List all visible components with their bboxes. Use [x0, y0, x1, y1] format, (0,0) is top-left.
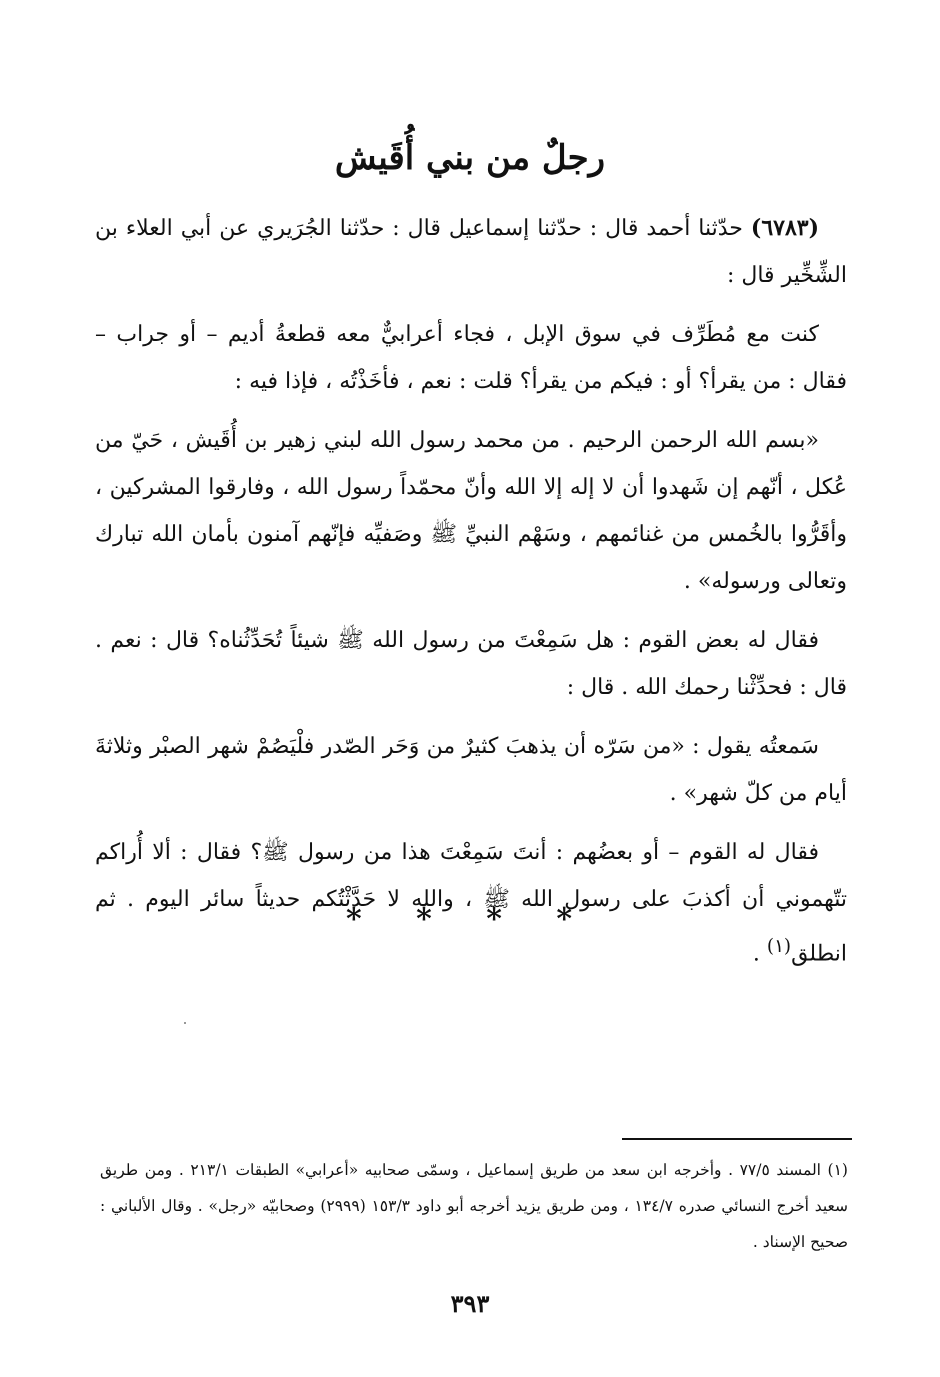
footnote-divider	[622, 1138, 852, 1140]
isnad-text: حدّثنا أحمد قال : حدّثنا إسماعيل قال : حدّثنا الجُرَيري عن أبي العلاء بن الشِّخِّير قال :	[95, 216, 847, 288]
section-separator: * * * *	[345, 902, 595, 937]
final-paragraph-text: فقال له القوم – أو بعضُهم : أنتَ سَمِعْتَ هذا من رسول ﷺ؟ فقال : ألا أُراكم تتّهموني أن أكذبَ على رسول الله ﷺ ، والله لا حَدَّثْتُكم حديثاً سائر اليوم . ثم انطلق	[95, 840, 847, 967]
quote-paragraph: سَمعتُه يقول : «من سَرّه أن يذهبَ كثيرٌ من وَحَر الصّدر فلْيَصُمْ شهر الصبْر وثلاثةَ أيام من كلّ شهر» .	[95, 734, 847, 806]
footnote-reference: (١)	[766, 936, 792, 957]
stray-dot	[184, 1022, 186, 1024]
footnotes	[100, 1152, 848, 1260]
hadith-number: (٦٧٨٣)	[750, 215, 819, 241]
isnad-paragraph	[95, 205, 847, 299]
page-number: ٣٩٣	[450, 1289, 490, 1318]
text-paragraph: كنت مع مُطَرِّف في سوق الإبل ، فجاء أعرابيٌّ معه قطعةُ أديم – أو جراب – فقال : من يقرأ؟ أو : فيكم من يقرأ؟ قلت : نعم ، فأخَذْتُه ، فإذا فيه :	[95, 322, 847, 394]
text-paragraph: فقال له بعض القوم : هل سَمِعْتَ من رسول الله ﷺ شيئاً تُحَدِّثُناه؟ قال : نعم . قال : فحدِّثْنا رحمك الله . قال :	[95, 628, 847, 700]
footnote-text: (١) المسند ٧٧/٥ . وأخرجه ابن سعد من طريق إسماعيل ، وسمّى صحابيه «أعرابي» الطبقات ٢١٣/١ . ومن طريق سعيد أخرج النسائي صدره ١٣٤/٧ ، ومن طريق يزيد أخرجه أبو داود ١٥٣/٣ (٢٩٩٩) وصحابيّه «رجل» . وقال الألباني : صحيح الإسناد .	[100, 1161, 848, 1251]
main-text	[95, 205, 847, 989]
letter-paragraph: «بسم الله الرحمن الرحيم . من محمد رسول الله لبني زهير بن أُقَيش ، حَيّ من عُكل ، أنّهم إن شَهدوا أن لا إله إلا الله وأنّ محمّداً رسول الله ، وفارقوا المشركين ، وأقَرُّوا بالخُمس من غنائمهم ، وسَهْم النبيِّ ﷺ وصَفيِّه فإنّهم آمنون بأمان الله تبارك وتعالى ورسوله» .	[95, 428, 847, 594]
final-paragraph-end: .	[752, 941, 767, 967]
page-title: رجلٌ من بني أُقَيش	[334, 138, 606, 178]
